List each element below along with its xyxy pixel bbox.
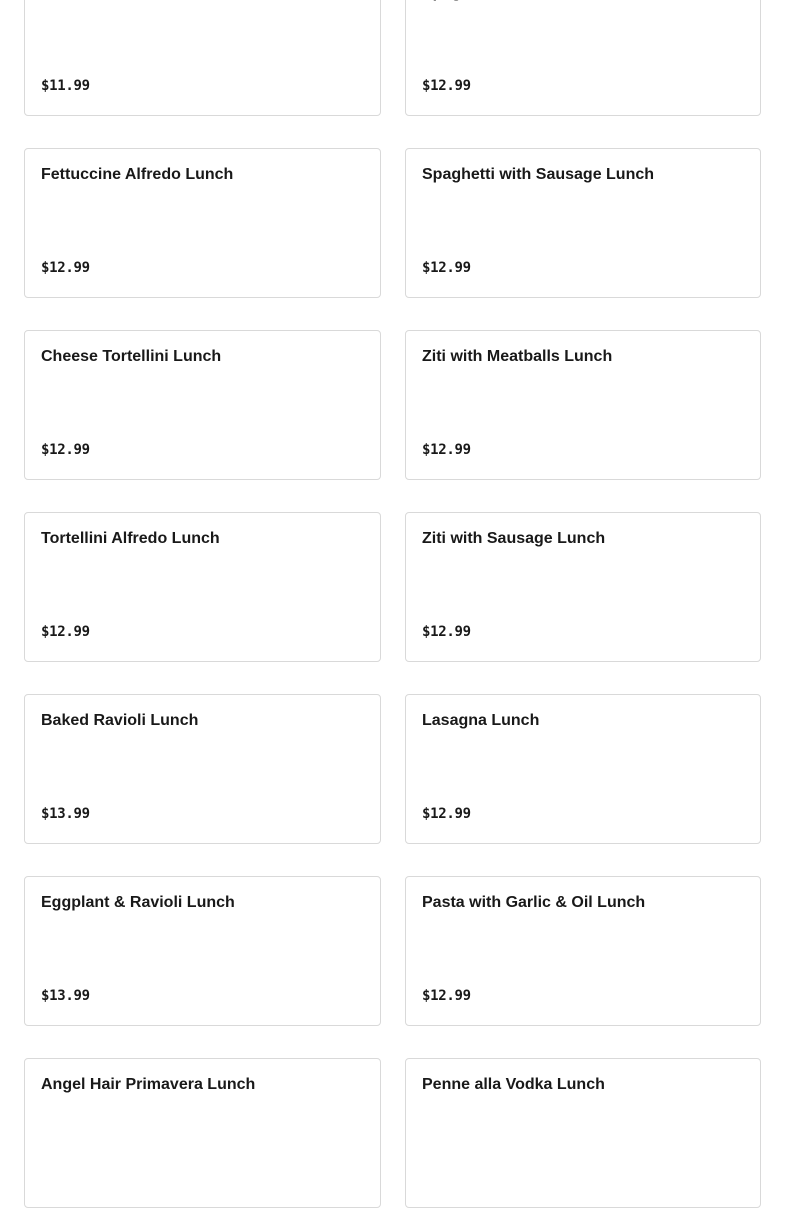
menu-item-name: Baked Ravioli Lunch (41, 712, 199, 729)
menu-item-card[interactable] (405, 694, 761, 844)
menu-item-name (422, 0, 744, 3)
menu-item-price: $12.99 (41, 260, 90, 276)
menu-item-card[interactable] (24, 876, 381, 1026)
menu-item-card[interactable] (405, 330, 761, 480)
menu-item-name: Ziti with Meatballs Lunch (422, 348, 613, 365)
menu-item-card[interactable] (405, 1058, 761, 1208)
menu-item-price: $13.99 (41, 988, 90, 1004)
menu-item-name: Spaghetti with Sausage Lunch (422, 166, 655, 183)
menu-item-price: $11.99 (41, 78, 90, 94)
menu-item-name: Pasta with Garlic & Oil Lunch (422, 894, 646, 911)
menu-item-name: Ziti with Sausage Lunch (422, 530, 606, 547)
menu-item-card[interactable] (405, 148, 761, 298)
menu-item-card[interactable] (24, 1058, 381, 1208)
menu-item-card[interactable] (405, 512, 761, 662)
menu-item-price: $12.99 (41, 624, 90, 640)
menu-item-price: $12.99 (422, 624, 471, 640)
menu-item-name: Lasagna Lunch (422, 712, 540, 729)
menu-item-price: $13.99 (41, 806, 90, 822)
menu-item-name: Tortellini Alfredo Lunch (41, 530, 220, 547)
menu-item-price: $12.99 (41, 442, 90, 458)
menu-item-price: $12.99 (422, 988, 471, 1004)
menu-item-card[interactable] (405, 876, 761, 1026)
menu-item-name: Eggplant & Ravioli Lunch (41, 894, 235, 911)
menu-item-card[interactable] (24, 512, 381, 662)
menu-item-name: Angel Hair Primavera Lunch (41, 1076, 256, 1093)
menu-item-card[interactable] (24, 148, 381, 298)
menu-item-price: $12.99 (422, 806, 471, 822)
menu-item-card[interactable] (405, 0, 761, 116)
menu-item-price: $12.99 (422, 260, 471, 276)
menu-item-name: Fettuccine Alfredo Lunch (41, 166, 234, 183)
menu-item-name (41, 0, 364, 3)
menu-item-price: $12.99 (422, 442, 471, 458)
menu-item-card[interactable] (24, 0, 381, 116)
menu-item-name: Cheese Tortellini Lunch (41, 348, 222, 365)
menu-items-grid (24, 0, 761, 1208)
menu-item-name: Penne alla Vodka Lunch (422, 1076, 605, 1093)
menu-item-price: $12.99 (422, 78, 471, 94)
menu-item-card[interactable] (24, 330, 381, 480)
menu-item-card[interactable] (24, 694, 381, 844)
